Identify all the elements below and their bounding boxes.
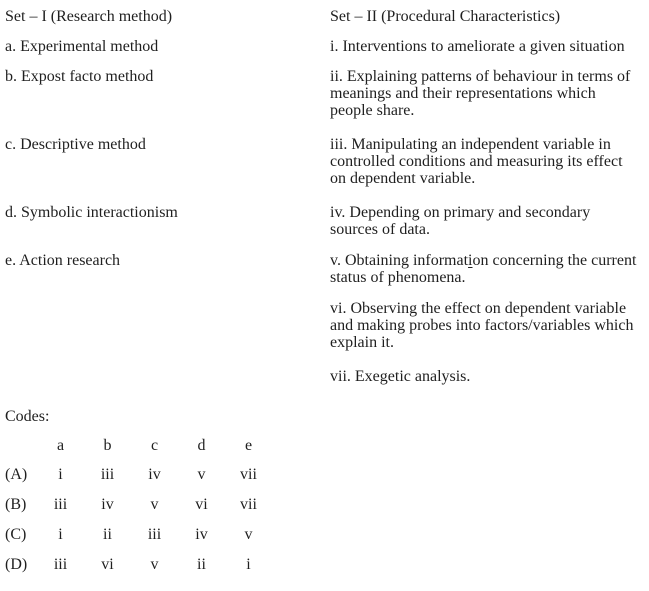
match-row-vi [5,300,649,351]
text-line: ii. Explaining patterns of behaviour in terms of [330,68,631,85]
codes-cell: iv [148,466,161,483]
text-segment: on concerning the current [472,252,637,269]
codes-cell: v [150,556,159,573]
text-line: vi. Observing the effect on dependent variable [330,300,627,317]
codes-row-label: (D) [5,556,28,573]
text-line: controlled conditions and measuring its effect [330,153,623,170]
codes-cell: v [197,466,206,483]
codes-row-label: (B) [5,496,27,513]
codes-cell: iii [100,466,115,483]
set1-item-b: b. Expost facto method [5,68,154,85]
set2-item-i [330,38,649,55]
text-line: i. Interventions to ameliorate a given situation [330,38,625,55]
codes-table [5,437,649,586]
codes-col-header-c: c [150,437,159,454]
codes-cell: iii [147,526,162,543]
codes-cell: iii [53,556,68,573]
codes-cell: v [244,526,253,543]
codes-header-row [5,437,649,466]
codes-title: Codes: [5,408,50,425]
set2-item-iv [330,204,649,238]
codes-col-header-d: d [197,437,206,454]
text-line: explain it. [330,334,394,351]
set1-title: Set – I (Research method) [5,8,173,25]
match-row-c [5,136,649,187]
set2-item-vii [330,368,649,385]
text-line: and making probes into factors/variables which [330,317,634,334]
text-line: iii. Manipulating an independent variable in [330,136,611,153]
match-row-vii [5,368,649,385]
codes-row-a [5,466,649,496]
codes-cell: v [150,496,159,513]
codes-section [5,408,649,586]
codes-cell: iv [195,526,208,543]
set1-item-c: c. Descriptive method [5,136,146,153]
match-row-a [5,38,649,55]
match-row-headers [5,8,649,25]
text-line: iv. Depending on primary and secondary [330,204,591,221]
set2-item-vi [330,300,649,351]
codes-cell: vii [240,496,257,513]
set1-item-d: d. Symbolic interactionism [5,204,178,221]
codes-row-label: (C) [5,526,27,543]
codes-row-c [5,526,649,556]
codes-col-header-a: a [56,437,65,454]
codes-row-label: (A) [5,466,28,483]
text-line: people share. [330,102,415,119]
set2-item-v [330,252,649,286]
codes-cell: i [58,466,63,483]
underlined-letter: i [468,252,473,269]
text-line: status of phenomena. [330,269,466,286]
codes-cell: ii [103,526,112,543]
text-line: sources of data. [330,221,430,238]
codes-cell: vi [101,556,114,573]
text-line: meanings and their representations which [330,85,596,102]
codes-col-header-b: b [103,437,112,454]
codes-cell: i [58,526,63,543]
text-line [330,252,649,269]
codes-cell: i [246,556,251,573]
codes-cell: vii [240,466,257,483]
codes-cell: ii [197,556,206,573]
text-segment: v. Obtaining informat [330,252,469,269]
codes-cell: vi [195,496,208,513]
codes-cell: iii [53,496,68,513]
match-row-d [5,204,649,238]
codes-cell: iv [101,496,114,513]
set1-item-a: a. Experimental method [5,38,159,55]
set2-item-ii [330,68,649,119]
codes-row-b [5,496,649,526]
set2-title: Set – II (Procedural Characteristics) [330,8,561,25]
text-line: on dependent variable. [330,170,476,187]
codes-col-header-e: e [244,437,253,454]
match-row-e [5,252,649,286]
codes-row-d [5,556,649,586]
match-row-b [5,68,649,119]
set1-item-e: e. Action research [5,252,121,269]
text-line: vii. Exegetic analysis. [330,368,471,385]
set2-item-iii [330,136,649,187]
matching-section [5,8,649,385]
